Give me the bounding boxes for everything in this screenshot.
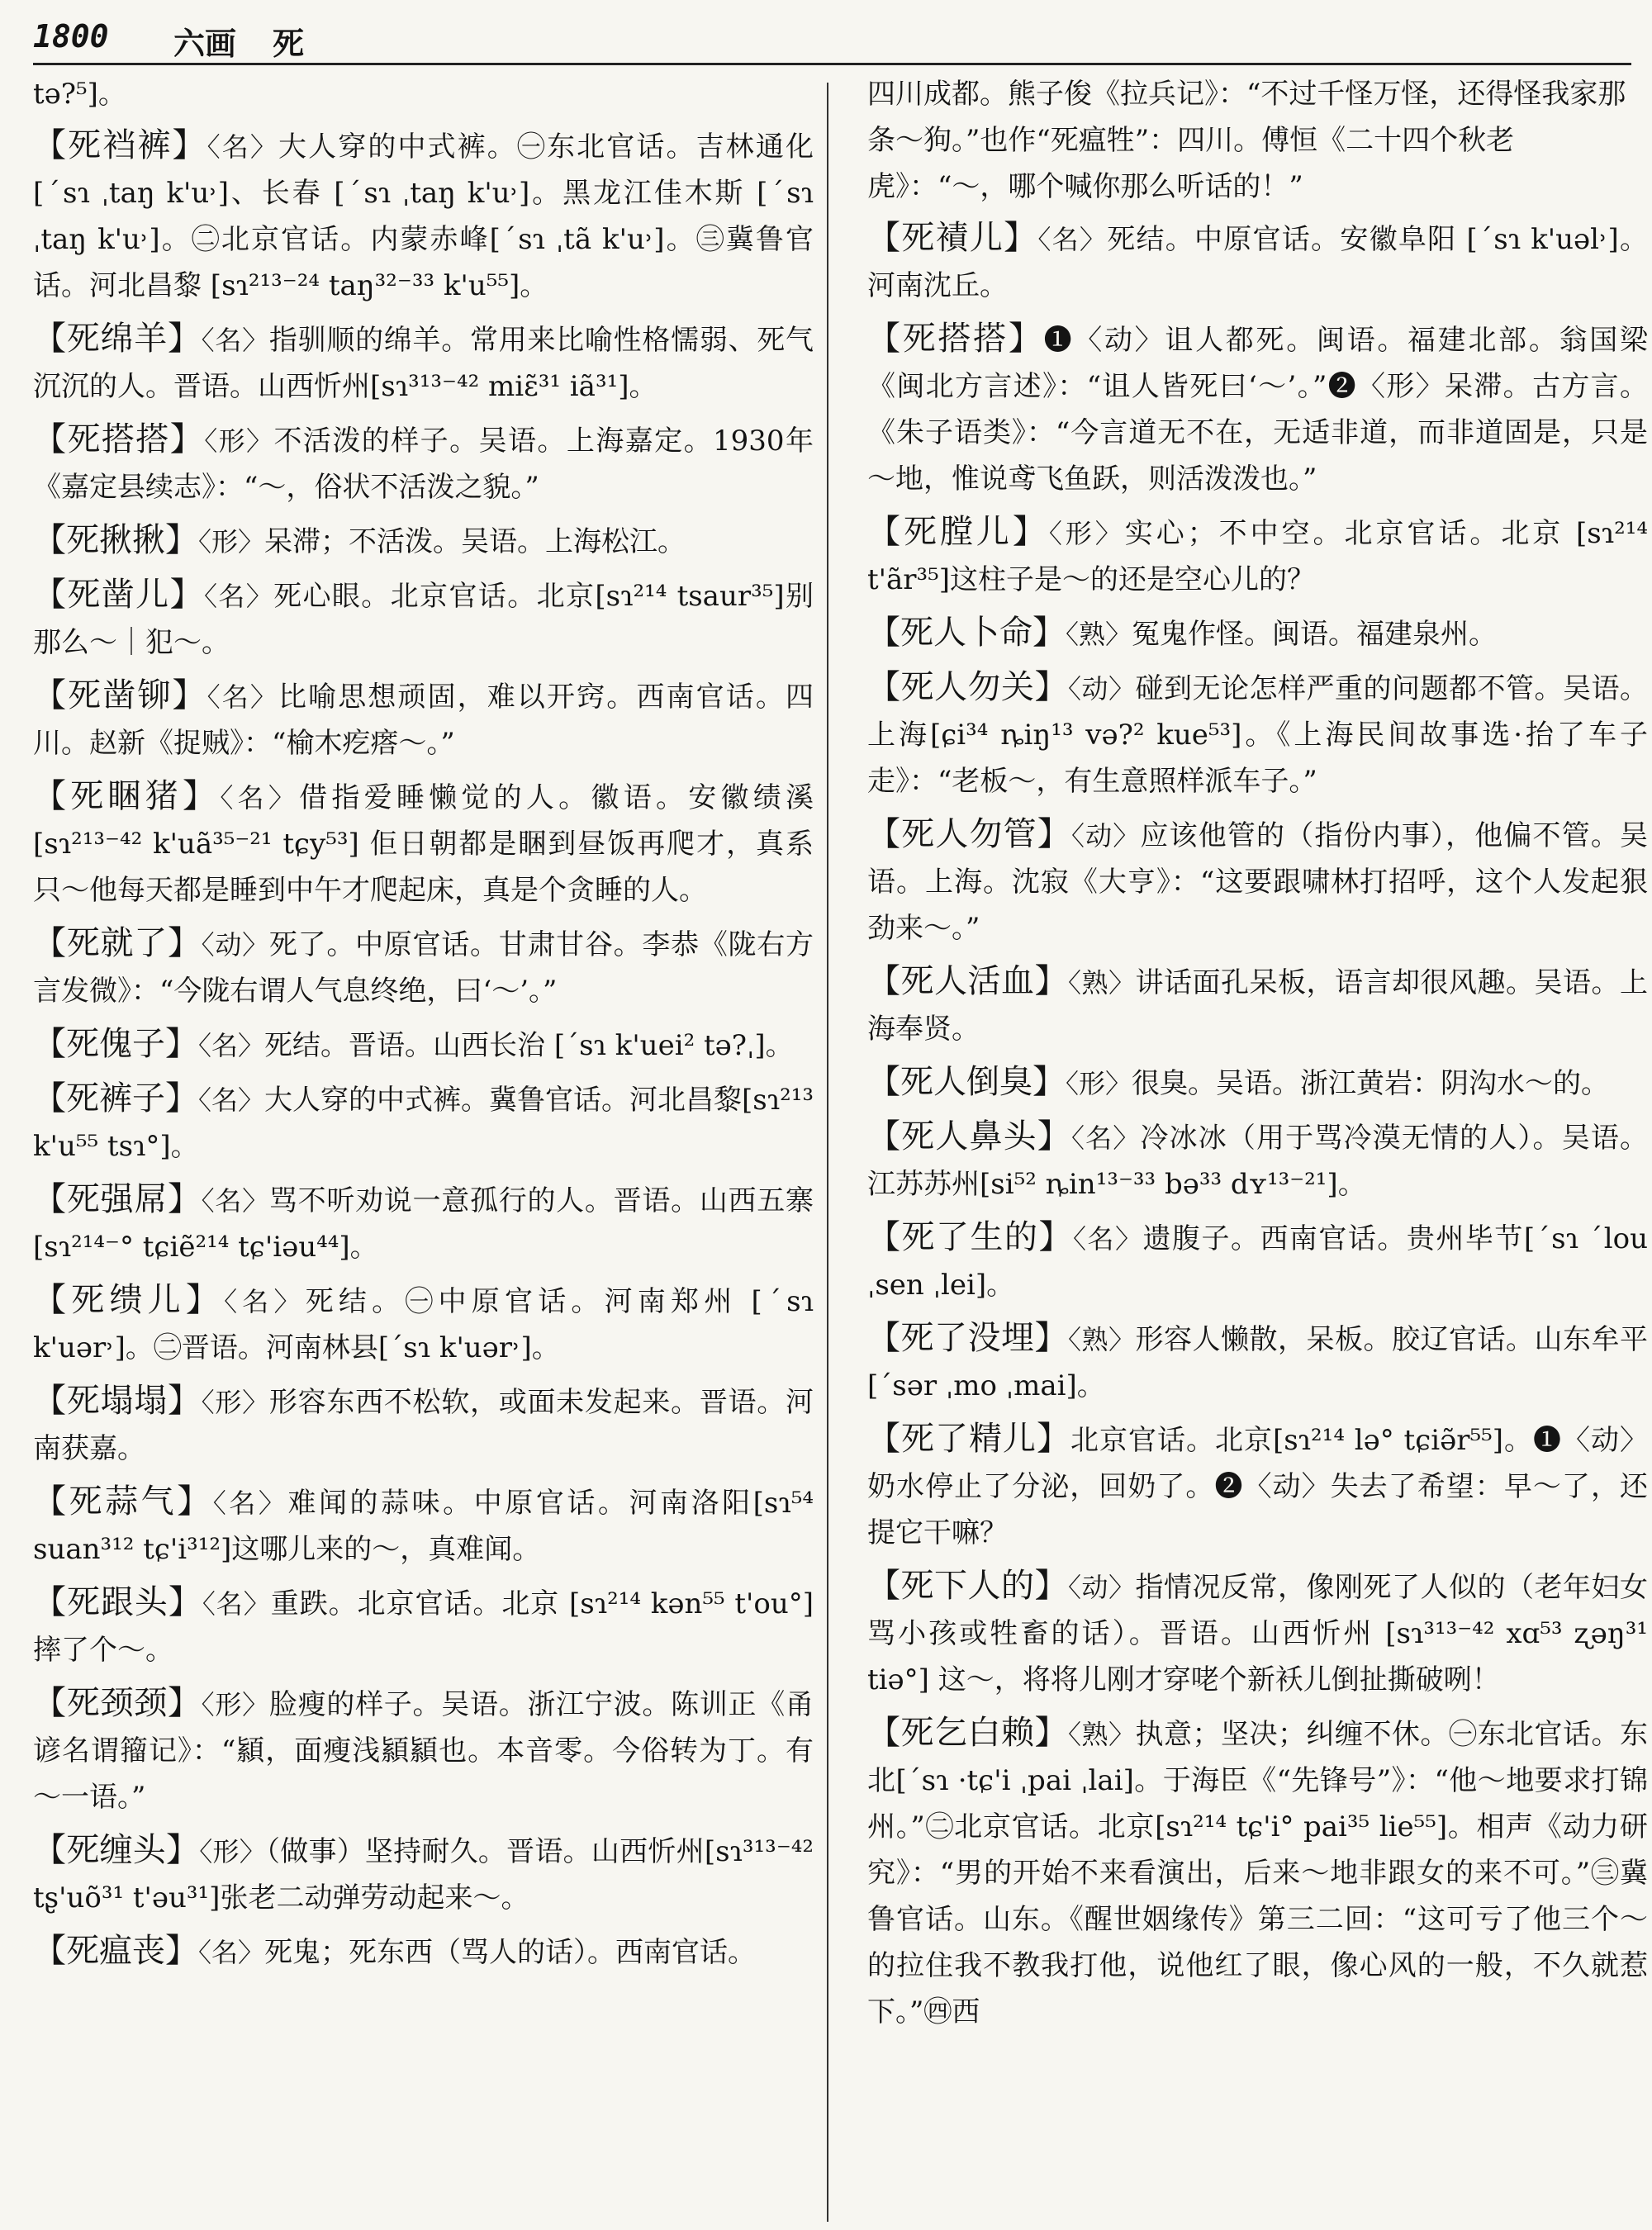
dictionary-entry (33, 1176, 814, 1270)
continuation-text: tə?⁵]。 (33, 78, 126, 111)
close-bracket: 】 (183, 777, 221, 815)
entry-definition: 碰到无论怎样严重的问题都不管。吴语。上海[ɕi³⁴ ȵiŋ¹³ və?² kue⁵³]。《上海民间故事选·抬了车子走》：“老板～，有生意照样派车子。” (867, 672, 1648, 798)
dictionary-entry (33, 920, 814, 1014)
part-of-speech: 〈熟〉 (1066, 619, 1132, 650)
close-bracket: 】 (165, 1831, 200, 1869)
dictionary-entry (33, 773, 814, 913)
dictionary-entry (867, 1710, 1648, 2035)
close-bracket: 】 (1004, 219, 1038, 257)
dictionary-entry (33, 1378, 814, 1472)
right-column (867, 71, 1648, 2042)
close-bracket: 】 (165, 1079, 198, 1117)
part-of-speech: 〈名〉 (203, 581, 274, 612)
dictionary-entry (867, 1315, 1648, 1409)
open-bracket: 【 (33, 1483, 69, 1521)
open-bracket: 【 (33, 126, 69, 164)
entry-headword: 死凿儿 (67, 576, 170, 614)
dictionary-entry (867, 215, 1648, 309)
entry-definition: 不活泼的样子。吴语。上海嘉定。1930年《嘉定县续志》：“～，俗状不活泼之貌。” (33, 425, 814, 504)
part-of-speech: 〈名〉 (198, 1084, 265, 1116)
entry-headword: 死颈颈 (66, 1684, 168, 1722)
entry-headword: 死襀儿 (901, 219, 1004, 257)
close-bracket: 】 (167, 924, 202, 962)
entry-definition: 借指爱睡懒觉的人。徽语。安徽绩溪[sɿ²¹³⁻⁴² k'uã³⁵⁻²¹ tɕy⁵³] 佢日朝都是睏到昼饭再爬才，真系只～他每天都是睡到中午才爬起床，真是个贪睡的人。 (33, 781, 814, 907)
entry-definition: 大人穿的中式裤。冀鲁官话。河北昌黎[sɿ²¹³ k'u⁵⁵ tsɿ°]。 (33, 1084, 814, 1163)
part-of-speech: 〈名〉 (220, 782, 300, 814)
open-bracket: 【 (867, 1218, 902, 1256)
close-bracket: 】 (167, 1180, 202, 1218)
close-bracket: 】 (165, 1932, 198, 1970)
entry-headword: 死人卜命 (900, 614, 1032, 652)
part-of-speech: 〈动〉 (201, 929, 269, 961)
open-bracket: 【 (867, 1567, 901, 1605)
close-bracket: 】 (1034, 962, 1068, 1000)
entry-headword: 死塌塌 (66, 1382, 168, 1420)
entry-definition: 讲话面孔呆板，语言却很风趣。吴语。上海奉贤。 (867, 966, 1648, 1046)
close-bracket: 】 (177, 1483, 213, 1521)
open-bracket: 【 (867, 614, 900, 652)
entry-definition: 实心；不中空。北京官话。北京 [sɿ²¹⁴ t'ãr³⁵]这柱子是～的还是空心儿的？ (867, 517, 1649, 596)
entry-headword: 死睏猪 (70, 777, 183, 815)
dictionary-entry (33, 1075, 814, 1170)
open-bracket: 【 (867, 1117, 902, 1155)
close-bracket: 】 (167, 1382, 202, 1420)
entry-headword: 死膛儿 (903, 513, 1013, 551)
entry-definition: 重跌。北京官话。北京 [sɿ²¹⁴ kən⁵⁵ t'ou°]摔了个～。 (33, 1587, 814, 1667)
close-bracket: 】 (1032, 1063, 1066, 1101)
entry-definition: 很臭。吴语。浙江黄岩：阴沟水～的。 (1132, 1067, 1610, 1100)
dictionary-entry (33, 416, 814, 510)
open-bracket: 【 (867, 962, 901, 1000)
part-of-speech: 〈名〉 (224, 1286, 306, 1317)
column-divider (827, 83, 828, 2222)
entry-headword: 死瘟丧 (66, 1932, 165, 1970)
entry-definition: 冷冰冰（用于骂冷漠无情的人）。吴语。江苏苏州[si⁵² ȵin¹³⁻³³ bə³³ dʏ¹³⁻²¹]。 (867, 1122, 1649, 1201)
dictionary-entry (867, 1113, 1648, 1208)
close-bracket: 】 (169, 420, 205, 458)
dictionary-entry (33, 1928, 814, 1976)
close-bracket: 】 (1034, 668, 1068, 706)
entry-headword: 死人活血 (900, 962, 1035, 1000)
entry-definition: 指驯顺的绵羊。常用来比喻性格懦弱、死气沉沉的人。晋语。山西忻州[sɿ³¹³⁻⁴² miɛ̃³¹ iã³¹]。 (33, 324, 814, 403)
dictionary-entry (33, 572, 814, 666)
part-of-speech: 〈名〉 (1070, 1122, 1141, 1154)
entry-headword: 死乞白赖 (900, 1714, 1035, 1752)
entry-definition: 大人穿的中式裤。㊀东北官话。吉林通化[ˊsɿ ˌtaŋ k'u˒]、长春 [ˊsɿ ˌtaŋ k'u˒]。黑龙江佳木斯 [ˊsɿ ˌtaŋ k'u˒]。㊁北京官话。内蒙赤峰[ˊsɿ ˌtã k'u˒]。㊂冀鲁官话。河北昌黎 [sɿ²¹³⁻²⁴ taŋ³²⁻³³ k'u⁵⁵]。 (33, 130, 814, 302)
close-bracket: 】 (1032, 614, 1066, 652)
entry-headword: 死就了 (66, 924, 168, 962)
entry-headword: 死缠头 (66, 1831, 166, 1869)
open-bracket: 【 (33, 1583, 67, 1621)
dictionary-entry (33, 122, 814, 309)
part-of-speech: 〈熟〉 (1068, 967, 1136, 999)
entry-definition: 死结。晋语。山西长治 [ˊsɿ k'uei² tə?ˌ]。 (264, 1029, 794, 1062)
part-of-speech: 〈名〉 (201, 325, 269, 356)
close-bracket: 】 (1012, 513, 1049, 551)
dictionary-entry (867, 316, 1648, 502)
entry-definition: 死结。㊀中原官话。河南郑州 [ˊsɿ k'uər˒]。㊁晋语。河南林县[ˊsɿ k'uər˒]。 (33, 1285, 814, 1364)
part-of-speech: 〈形〉 (1048, 518, 1125, 549)
open-bracket: 【 (33, 1281, 72, 1319)
entry-headword: 死强屌 (66, 1180, 168, 1218)
dictionary-entry (867, 610, 1648, 657)
open-bracket: 【 (33, 1831, 67, 1869)
close-bracket: 】 (168, 1583, 202, 1621)
entry-definition: 形容东西不松软，或面未发起来。晋语。河南获嘉。 (33, 1386, 814, 1465)
page-header (33, 15, 1627, 61)
entry-definition: 遗腹子。西南官话。贵州毕节[ˊsɿ ˊlou ˌsen ˌlei]。 (867, 1222, 1649, 1302)
open-bracket: 【 (33, 676, 69, 714)
entry-headword: 死绵羊 (66, 320, 168, 358)
continuation-text: 四川成都。熊子俊《拉兵记》：“不过千怪万怪，还得怪我家那条～狗。”也作“死瘟牲”：四川。傅恒《二十四个秋老虎》：“～，哪个喊你那么听话的！” (867, 78, 1626, 203)
part-of-speech: 〈形〉 (201, 1689, 269, 1720)
close-bracket: 】 (169, 576, 204, 614)
close-bracket: 】 (165, 1025, 198, 1063)
entry-headword: 死了生的 (901, 1218, 1039, 1256)
entry-definition: 死了。中原官话。甘肃甘谷。李恭《陇右方言发微》：“今陇右谓人气息终绝，曰‘～’。” (33, 928, 814, 1008)
close-bracket: 】 (185, 1281, 225, 1319)
entry-definition: 骂不听劝说一意孤行的人。晋语。山西五寨[sɿ²¹⁴⁻° tɕiẽ²¹⁴ tɕ'iəu⁴⁴]。 (33, 1184, 814, 1264)
entry-definition: （做事）坚持耐久。晋语。山西忻州[sɿ³¹³⁻⁴² tʂ'uõ³¹ t'əu³¹]张老二动弹劳动起来～。 (33, 1835, 814, 1914)
entry-definition: 脸瘦的样子。吴语。浙江宁波。陈训正《甬谚名谓籀记》：“顈，面瘦浅顈顈也。本音零。今俗转为丁。有～一语。” (33, 1688, 814, 1814)
part-of-speech: 〈熟〉 (1068, 1719, 1136, 1750)
entry-headword: 死了精儿 (901, 1420, 1037, 1458)
stroke-section-label: 六画 (173, 25, 237, 62)
entry-headword: 死搭搭 (902, 320, 1009, 358)
open-bracket: 【 (867, 219, 902, 257)
entry-definition: 死心眼。北京官话。北京[sɿ²¹⁴ tsaur³⁵]别那么～｜犯～。 (33, 580, 814, 659)
dictionary-entry (33, 517, 814, 565)
entry-definition: 执意；坚决；纠缠不休。㊀东北官话。东北[ˊsɿ ·tɕ'i ˌpai ˌlai]。于海臣《“先锋号”》：“他～地要求打锦州。”㊁北京官话。北京[sɿ²¹⁴ tɕ'i° pai³⁵ lie⁵⁵]。相声《动力研究》：“男的开始不来看演出，后来～地非跟女的来不可。”㊂冀鲁官话。山东。《醒世姻缘传》第三二回：“这可亏了他三个～的拉住我不教我打他，说他红了眼，像心风的一般，不久就惹下。”㊃西 (867, 1718, 1648, 2028)
open-bracket: 【 (33, 1932, 66, 1970)
entry-headword: 死人倒臭 (900, 1063, 1032, 1101)
part-of-speech: 〈形〉 (198, 526, 265, 558)
open-bracket: 【 (867, 1063, 900, 1101)
dictionary-entry (867, 811, 1648, 951)
open-bracket: 【 (33, 521, 66, 559)
open-bracket: 【 (867, 513, 904, 551)
entry-headword: 死揪揪 (66, 521, 165, 559)
left-column (33, 71, 814, 1982)
entry-headword: 死裤子 (66, 1079, 165, 1117)
entry-definition: 比喻思想顽固，难以开窍。西南官话。四川。赵新《捉贼》：“榆木疙瘩～。” (33, 681, 814, 760)
open-bracket: 【 (33, 924, 67, 962)
part-of-speech: 〈形〉 (204, 425, 274, 457)
part-of-speech: 〈名〉 (212, 1487, 288, 1519)
close-bracket: 】 (1034, 1567, 1068, 1605)
part-of-speech: 〈名〉 (1072, 1223, 1143, 1255)
dictionary-entry (867, 1214, 1648, 1308)
close-bracket: 】 (1037, 1117, 1071, 1155)
dictionary-entry (867, 1416, 1648, 1556)
head-character: 死 (273, 25, 305, 62)
entry-headword: 死裆裤 (68, 126, 173, 164)
header-rule (33, 63, 1631, 65)
close-bracket: 】 (167, 1684, 202, 1722)
part-of-speech: 〈名〉 (198, 1030, 265, 1061)
open-bracket: 【 (33, 420, 68, 458)
part-of-speech: 〈名〉 (1037, 224, 1108, 255)
open-bracket: 【 (33, 1180, 67, 1218)
open-bracket: 【 (33, 1079, 66, 1117)
part-of-speech: 〈动〉 (1068, 673, 1136, 705)
page-number: 1800 (33, 18, 109, 55)
dictionary-entry (33, 1827, 814, 1921)
entry-headword: 死缋儿 (71, 1281, 186, 1319)
entry-headword: 死人勿管 (901, 815, 1037, 853)
close-bracket: 】 (1036, 1420, 1070, 1458)
open-bracket: 【 (867, 320, 903, 358)
entry-definition: 指情况反常，像刚死了人似的（老年妇女骂小孩或牲畜的话）。晋语。山西忻州 [sɿ³¹³⁻⁴² xɑ⁵³ ʐəŋ³¹ tiə°] 这～，将将儿刚才穿咾个新袄儿倒扯撕破咧！ (867, 1571, 1648, 1696)
close-bracket: 】 (165, 521, 198, 559)
entry-definition: 死结。中原官话。安徽阜阳 [ˊsɿ k'uəl˒]。河南沈丘。 (867, 223, 1649, 302)
open-bracket: 【 (867, 1714, 901, 1752)
dictionary-entry (33, 672, 814, 766)
open-bracket: 【 (33, 777, 71, 815)
entry-headword: 死了没埋 (900, 1319, 1035, 1357)
entry-definition: 冤鬼作怪。闽语。福建泉州。 (1132, 618, 1498, 651)
part-of-speech: 〈动〉 (1068, 1572, 1136, 1603)
close-bracket: 】 (172, 676, 207, 714)
entry-headword: 死人鼻头 (901, 1117, 1037, 1155)
open-bracket: 【 (867, 1420, 901, 1458)
entry-definition: 应该他管的（指份内事），他偏不管。吴语。上海。沈寂《大亨》：“这要跟啸林打招呼，这个人发起狠劲来～。” (867, 819, 1649, 945)
entry-headword: 死傀子 (66, 1025, 165, 1063)
close-bracket: 】 (1008, 320, 1044, 358)
close-bracket: 】 (1034, 1319, 1068, 1357)
dictionary-entry (867, 1059, 1648, 1107)
close-bracket: 】 (1034, 1714, 1068, 1752)
close-bracket: 】 (172, 126, 207, 164)
dictionary-entry (33, 1478, 814, 1573)
entry-headword: 死下人的 (900, 1567, 1035, 1605)
entry-definition: ❶〈动〉诅人都死。闽语。福建北部。翁国梁《闽北方言述》：“诅人皆死曰‘～’。”❷〈形〉呆滞。古方言。《朱子语类》：“今言道无不在，无适非道，而非道固是，只是～地，惟说鸢飞鱼跃，则活泼泼也。” (867, 324, 1649, 496)
open-bracket: 【 (33, 320, 67, 358)
close-bracket: 】 (1037, 815, 1071, 853)
open-bracket: 【 (33, 576, 68, 614)
part-of-speech: 〈名〉 (206, 681, 278, 713)
dictionary-entry (33, 1021, 814, 1069)
dictionary-entry (33, 1277, 814, 1371)
entry-definition: 难闻的蒜味。中原官话。河南洛阳[sɿ⁵⁴ suan³¹² tɕ'i³¹²]这哪儿来的～，真难闻。 (33, 1487, 814, 1566)
open-bracket: 【 (33, 1382, 67, 1420)
open-bracket: 【 (33, 1025, 66, 1063)
dictionary-entry (867, 509, 1648, 603)
open-bracket: 【 (867, 1319, 901, 1357)
entry-headword: 死搭搭 (67, 420, 170, 458)
dictionary-entry (867, 1563, 1648, 1703)
dictionary-entry (867, 958, 1648, 1052)
close-bracket: 】 (167, 320, 202, 358)
dictionary-entry (33, 1680, 814, 1820)
part-of-speech: 〈熟〉 (1068, 1324, 1136, 1355)
part-of-speech: 〈名〉 (202, 1588, 271, 1620)
dictionary-entry (33, 316, 814, 410)
entry-definition: 呆滞；不活泼。吴语。上海松江。 (264, 525, 686, 558)
entry-definition: 死鬼；死东西（骂人的话）。西南官话。 (264, 1936, 757, 1969)
close-bracket: 】 (1038, 1218, 1073, 1256)
dictionary-entry (867, 664, 1648, 804)
dictionary-entry (33, 1579, 814, 1673)
entry-headword: 死蒜气 (69, 1483, 178, 1521)
entry-headword: 死人勿关 (900, 668, 1035, 706)
part-of-speech: 〈名〉 (198, 1937, 265, 1968)
part-of-speech: 〈形〉 (199, 1836, 266, 1867)
entry-definition: 北京官话。北京[sɿ²¹⁴ lə° tɕiə̃r⁵⁵]。❶〈动〉奶水停止了分泌，回奶了。❷〈动〉失去了希望：早～了，还提它干嘛？ (867, 1424, 1648, 1549)
part-of-speech: 〈形〉 (1066, 1068, 1132, 1099)
entry-definition: 形容人懒散，呆板。胶辽官话。山东牟平[ˊsər ˌmo ˌmai]。 (867, 1323, 1648, 1402)
part-of-speech: 〈形〉 (201, 1387, 269, 1418)
entry-headword: 死凿铆 (68, 676, 173, 714)
part-of-speech: 〈名〉 (201, 1185, 269, 1217)
part-of-speech: 〈名〉 (206, 131, 278, 163)
entry-headword: 死跟头 (66, 1583, 169, 1621)
open-bracket: 【 (867, 668, 901, 706)
open-bracket: 【 (867, 815, 902, 853)
part-of-speech: 〈动〉 (1070, 820, 1141, 852)
open-bracket: 【 (33, 1684, 67, 1722)
